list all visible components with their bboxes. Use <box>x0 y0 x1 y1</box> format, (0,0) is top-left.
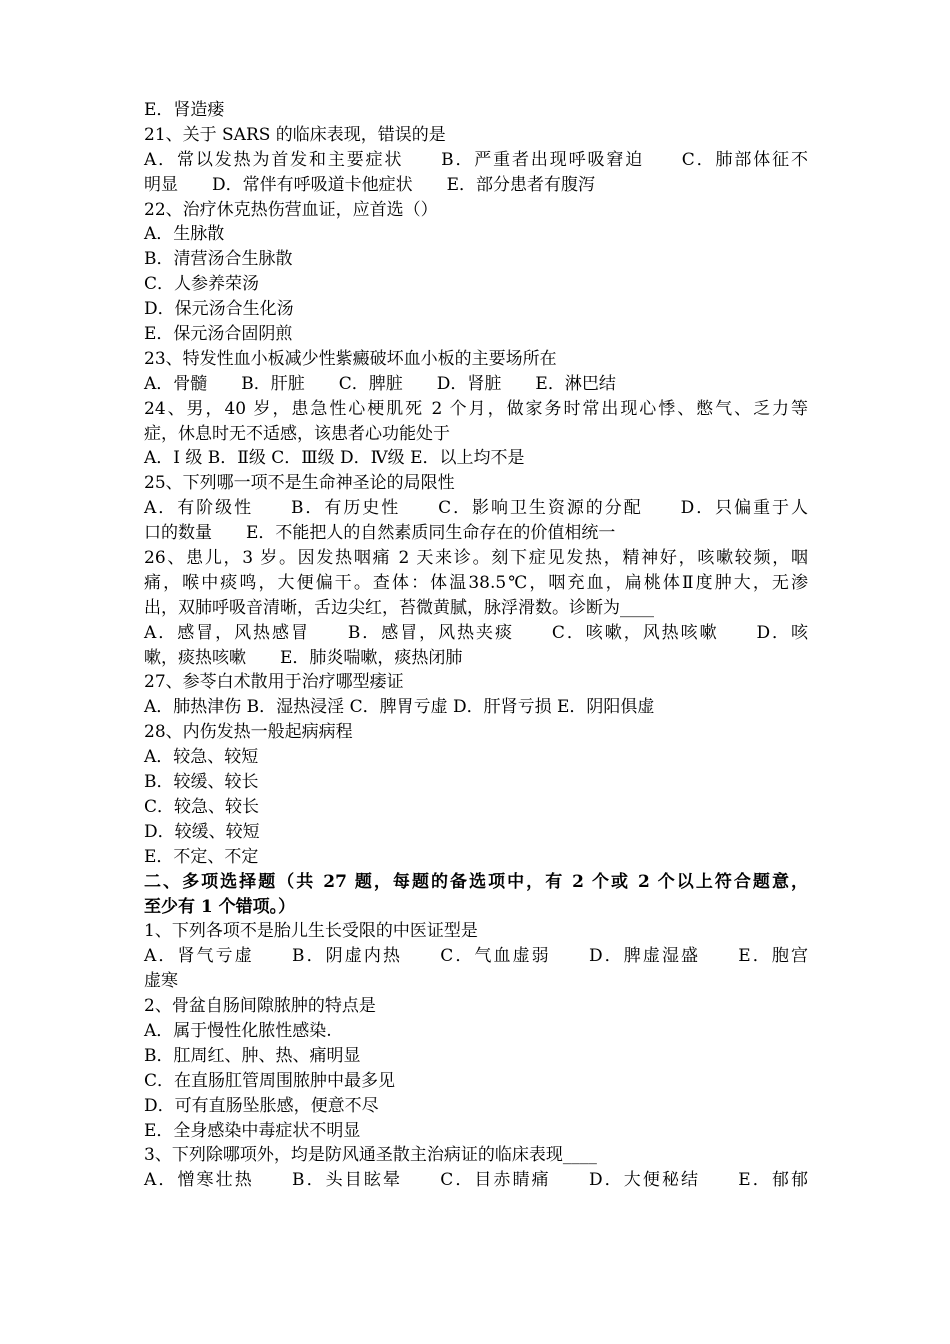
text-line: 2、骨盆自肠间隙脓肿的特点是 <box>144 996 376 1017</box>
text-line: E．肾造瘘 <box>144 100 225 120</box>
text-line: 3、下列除哪项外，均是防风通圣散主治病证的临床表现____ <box>144 1145 597 1166</box>
section-heading-line: 二、多项选择题（共 27 题，每题的备选项中，有 2 个或 2 个以上符合题意， <box>144 871 808 892</box>
text-line: 27、参苓白术散用于治疗哪型痿证 <box>144 672 404 693</box>
text-line: A．较急、较短 <box>144 747 259 768</box>
text-line: A．憎寒壮热 B．头目眩晕 C．目赤睛痛 D．大便秘结 E．郁郁 <box>144 1170 808 1191</box>
text-line: 21、关于 SARS 的临床表现，错误的是 <box>144 124 446 145</box>
text-line: 1、下列各项不是胎儿生长受限的中医证型是 <box>144 921 478 942</box>
section-heading-line: 至少有 1 个错项。） <box>144 896 296 917</box>
text-line: D．可有直肠坠胀感，便意不尽 <box>144 1095 379 1116</box>
text-line: C．较急、较长 <box>144 796 260 817</box>
text-line: 28、内伤发热一般起病病程 <box>144 722 353 743</box>
text-line: B．较缓、较长 <box>144 772 259 793</box>
text-line: 明显 D．常伴有呼吸道卡他症状 E．部分患者有腹泻 <box>144 174 596 195</box>
text-line: A．有阶级性 B．有历史性 C．影响卫生资源的分配 D．只偏重于人 <box>144 498 808 519</box>
text-line: A．常以发热为首发和主要症状 B．严重者出现呼吸窘迫 C．肺部体征不 <box>144 149 808 170</box>
text-line: A．肾气亏虚 B．阴虚内热 C．气血虚弱 D．脾虚湿盛 E．胞宫 <box>144 946 808 967</box>
text-line: 口的数量 E．不能把人的自然素质同生命存在的价值相统一 <box>144 523 616 544</box>
text-line: E．不定、不定 <box>144 846 259 867</box>
text-line: 26、患儿，3 岁。因发热咽痛 2 天来诊。刻下症见发热，精神好，咳嗽较频，咽 <box>144 548 808 569</box>
text-line: C．在直肠肛管周围脓肿中最多见 <box>144 1070 396 1091</box>
text-line: A．I 级 B．Ⅱ级 C．Ⅲ级 D．Ⅳ级 E．以上均不是 <box>144 448 525 469</box>
text-line: 24、男，40 岁，患急性心梗肌死 2 个月，做家务时常出现心悸、憋气、乏力等 <box>144 398 808 419</box>
text-line: 嗽，痰热咳嗽 E．肺炎喘嗽，痰热闭肺 <box>144 647 463 668</box>
text-line: 症，休息时无不适感，该患者心功能处于 <box>144 423 450 444</box>
text-line: 25、下列哪一项不是生命神圣论的局限性 <box>144 473 455 494</box>
text-line: 22、治疗休克热伤营血证，应首选（） <box>144 199 438 220</box>
text-line: A．感冒，风热感冒 B．感冒，风热夹痰 C．咳嗽，风热咳嗽 D．咳 <box>144 622 808 643</box>
document-page <box>144 98 808 1193</box>
text-line: A．生脉散 <box>144 224 225 245</box>
text-line: A．骨髓 B．肝脏 C．脾脏 D．肾脏 E．淋巴结 <box>144 373 616 394</box>
text-line: A．肺热津伤 B．湿热浸淫 C．脾胃亏虚 D．肝肾亏损 E．阴阳俱虚 <box>144 697 655 718</box>
text-line: 出，双肺呼吸音清晰，舌边尖红，苔微黄腻，脉浮滑数。诊断为____ <box>144 597 654 618</box>
text-line: D．保元汤合生化汤 <box>144 299 294 320</box>
text-line: E．保元汤合固阴煎 <box>144 324 293 345</box>
text-line: B．清营汤合生脉散 <box>144 249 293 270</box>
text-line: B．肛周红、肿、热、痛明显 <box>144 1045 361 1066</box>
text-line: E．全身感染中毒症状不明显 <box>144 1120 361 1141</box>
text-line: 23、特发性血小板减少性紫癜破坏血小板的主要场所在 <box>144 348 557 369</box>
text-line: 痛，喉中痰鸣，大便偏干。查体：体温38.5℃，咽充血，扁桃体Ⅱ度肿大，无渗 <box>144 572 808 593</box>
text-line: A．属于慢性化脓性感染. <box>144 1020 332 1041</box>
text-line: D．较缓、较短 <box>144 821 260 842</box>
text-line: C．人参养荣汤 <box>144 274 260 295</box>
text-line: 虚寒 <box>144 971 178 992</box>
